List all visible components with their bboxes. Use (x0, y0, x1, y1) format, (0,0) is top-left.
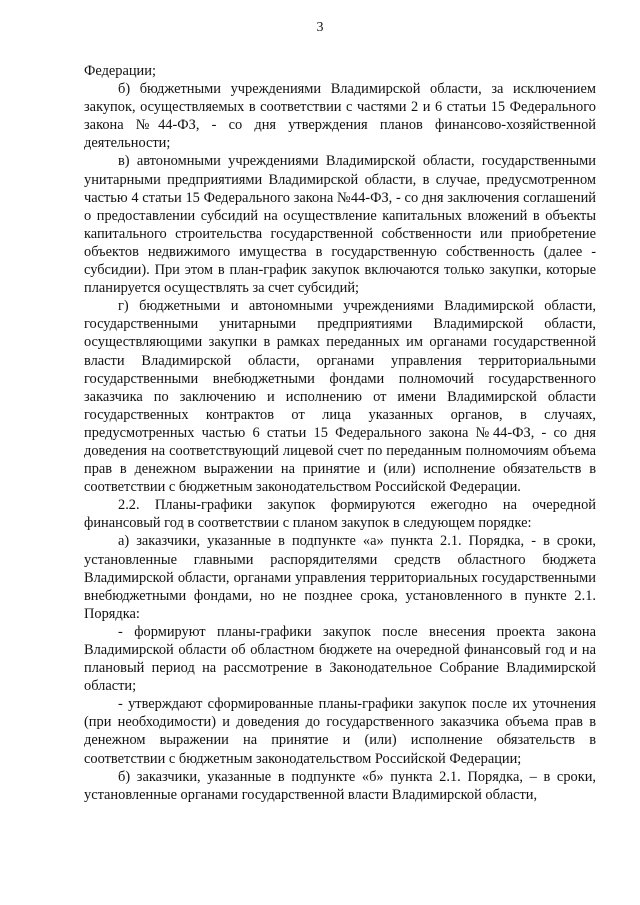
paragraph-item-v-autonomous-institutions: в) автономными учреждениями Владимирской области, государственными унитарными предприятиями Владимирской области, в случае, предусмотренном частью 4 статьи 15 Федерального закона №44-ФЗ, - со дня заключения соглашений о предоставлении субсидий на осуществление капитальных вложений в объекты капитального строительства государственной собственности или приобретение объектов недвижимого имущества в государственную собственность (далее - субсидии). При этом в план-график закупок включаются только закупки, которые планируется осуществлять за счет субсидий; (84, 153, 596, 297)
paragraph-item-a-customers: а) заказчики, указанные в подпункте «а» пункта 2.1. Порядка, - в сроки, установленные главными распорядителями средств областного бюджета Владимирской области, органами управления территориальных государственными внебюджетными фондами, но не позднее срока, установленного в пункте 2.1. Порядка: (84, 533, 596, 622)
document-body (84, 62, 596, 804)
paragraph-item-b-customers: б) заказчики, указанные в подпункте «б» пункта 2.1. Порядка, – в сроки, установленные органами государственной власти Владимирской области, (84, 768, 596, 803)
paragraph-section-2-2: 2.2. Планы-графики закупок формируются ежегодно на очередной финансовый год в соответствии с планом закупок в следующем порядке: (84, 497, 596, 532)
paragraph-continuation: Федерации; (84, 63, 156, 79)
paragraph-dash-approve-schedules: - утверждают сформированные планы-графики закупок после их уточнения (при необходимости) и доведения до государственного заказчика объема прав в денежном выражении на принятие и (или) исполнение обязательств в соответствии с бюджетным законодательством Российской Федерации; (84, 696, 596, 767)
page-number: 3 (316, 20, 324, 35)
paragraph-item-b-budget-institutions: б) бюджетными учреждениями Владимирской области, за исключением закупок, осуществляемых в соответствии с частями 2 и 6 статьи 15 Федерального закона №44-ФЗ, - со дня утверждения планов финансово-хозяйственной деятельности; (84, 81, 596, 152)
paragraph-dash-form-schedules: - формируют планы-графики закупок после внесения проекта закона Владимирской области об областном бюджете на очередной финансовый год и на плановый период на рассмотрение в Законодательное Собрание Владимирской области; (84, 623, 596, 695)
paragraph-item-g-delegated-powers: г) бюджетными и автономными учреждениями Владимирской области, государственными унитарными предприятиями Владимирской области, осуществляющими закупки в рамках переданных им органами государственной власти Владимирской области, органами управления территориальными государственными внебюджетными фондами полномочий государственного заказчика по заключению и исполнению от имени Владимирской области государственных контрактов от лица указанных органов, в случаях, предусмотренных частью 6 статьи 15 Федерального закона №44-ФЗ, - со дня доведения на соответствующий лицевой счет по переданным полномочиям объема прав в денежном выражении на принятие и (или) исполнение обязательств в соответствии с бюджетным законодательством Российской Федерации. (84, 298, 596, 496)
